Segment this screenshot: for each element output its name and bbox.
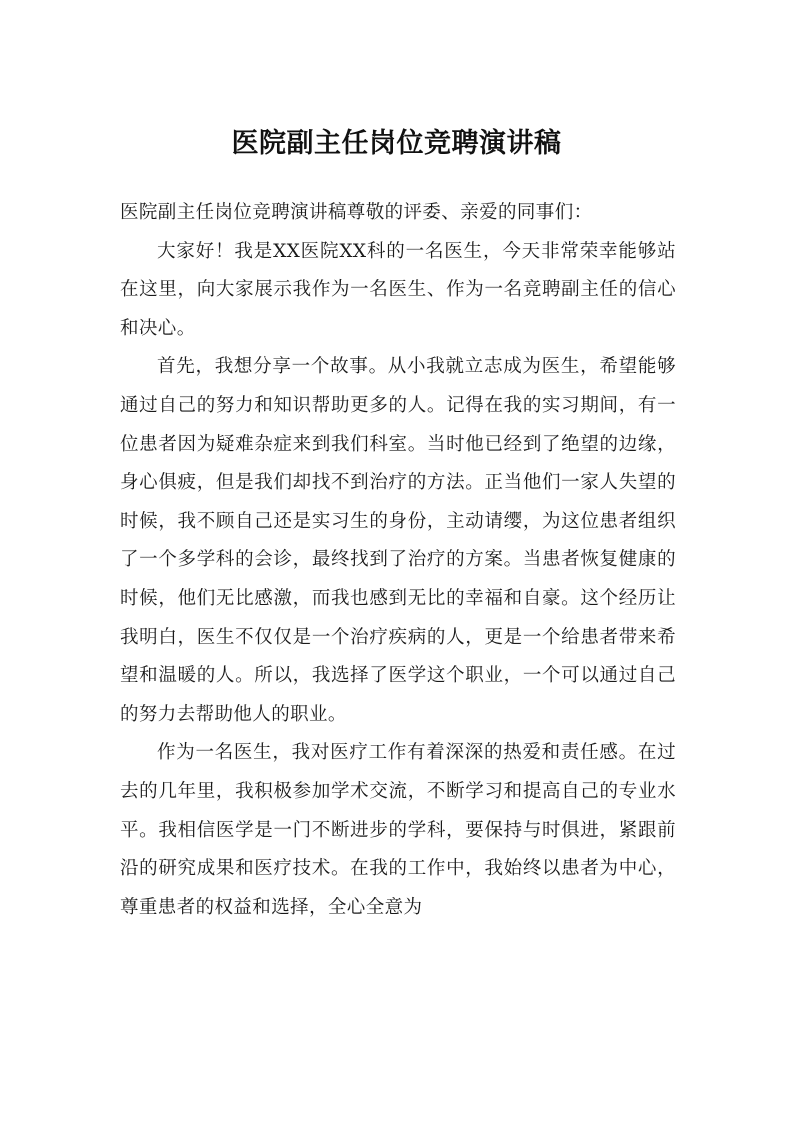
document-title: 医院副主任岗位竞聘演讲稿 [231,128,562,159]
paragraph-story: 首先，我想分享一个故事。从小我就立志成为医生，希望能够通过自己的努力和知识帮助更多的人。记得在我的实习期间，有一位患者因为疑难杂症来到我们科室。当时他已经到了绝望的边缘，身心俱疲，但是我们却找不到治疗的方法。正当他们一家人失望的时候，我不顾自己还是实习生的身份，主动请缨，为这位患者组织了一个多学科的会诊，最终找到了治疗的方案。当患者恢复健康的时候，他们无比感激，而我也感到无比的幸福和自豪。这个经历让我明白，医生不仅仅是一个治疗疾病的人，更是一个给患者带来希望和温暖的人。所以，我选择了医学这个职业，一个可以通过自己的努力去帮助他人的职业。 [120,356,676,725]
paragraph-introduction: 大家好！我是XX医院XX科的一名医生，今天非常荣幸能够站在这里，向大家展示我作为一名医生、作为一名竞聘副主任的信心和决心。 [120,240,676,339]
document-body [120,194,676,927]
paragraph-dedication: 作为一名医生，我对医疗工作有着深深的热爱和责任感。在过去的几年里，我积极参加学术交流，不断学习和提高自己的专业水平。我相信医学是一门不断进步的学科，要保持与时俱进，紧跟前沿的研究成果和医疗技术。在我的工作中，我始终以患者为中心，尊重患者的权益和选择，全心全意为 [120,742,676,918]
opening-line: 医院副主任岗位竞聘演讲稿尊敬的评委、亲爱的同事们： [120,202,593,223]
